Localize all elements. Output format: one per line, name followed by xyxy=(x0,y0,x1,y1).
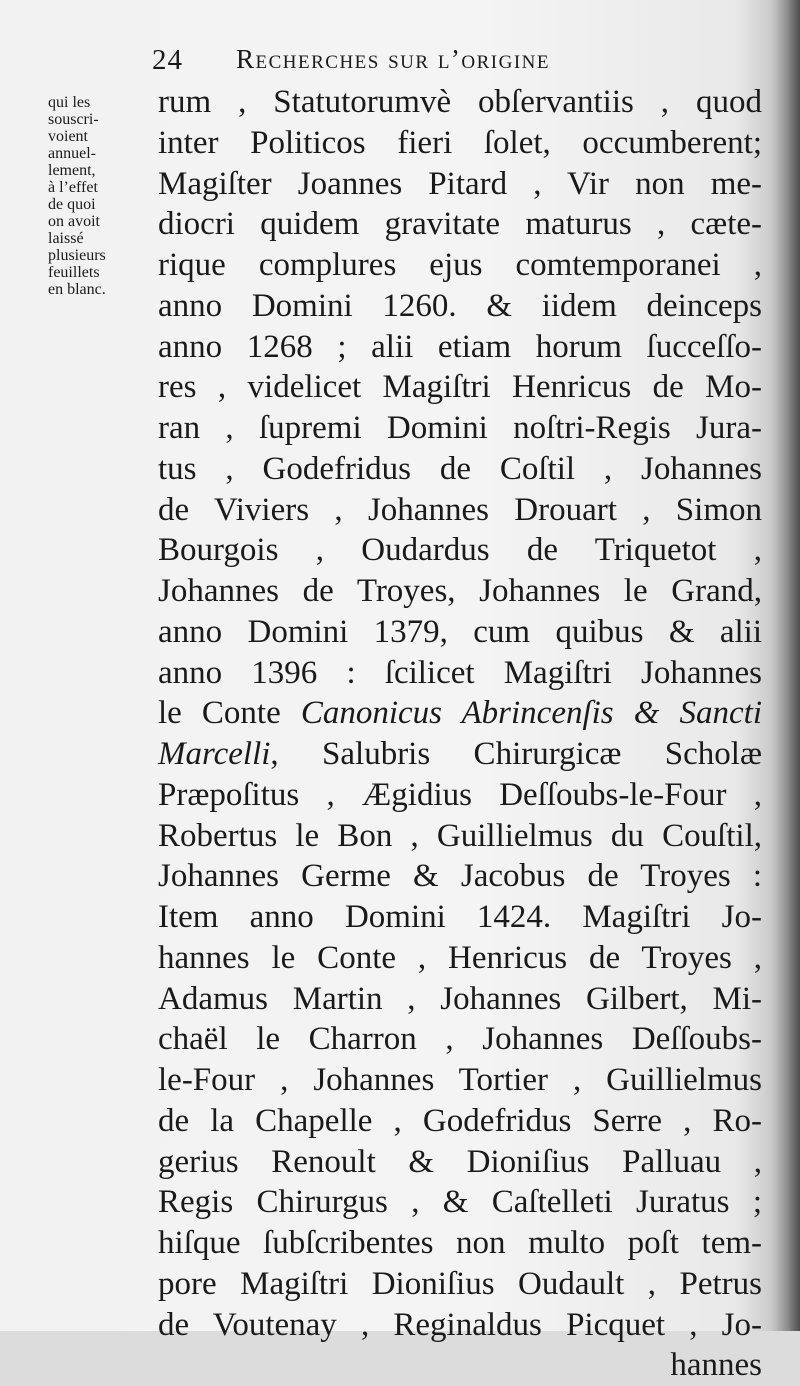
margin-note-line: feuillets xyxy=(48,264,100,281)
text-line: hiſque ſubſcribentes non multo poſt tem- xyxy=(158,1225,762,1261)
margin-note xyxy=(48,94,158,298)
running-title: Recherches sur l’origine xyxy=(236,44,551,74)
text-line: Bourgois , Oudardus de Triquetot , xyxy=(158,532,762,569)
body-text xyxy=(158,82,762,1386)
text-line: Johannes Germe & Jacobus de Troyes : xyxy=(158,858,762,895)
text-line: diocri quidem gravitate maturus , cæte- xyxy=(158,206,762,243)
text-line: Præpoſitus , Ægidius Deſſoubs-le-Four , xyxy=(158,776,762,813)
italic-segment: Canonicus Abrincenſis & Sancti xyxy=(300,695,762,732)
text-line: rum , Statutorumvè obſervantiis , quod xyxy=(158,84,762,120)
text-line: Robertus le Bon , Guillielmus du Couſtil, xyxy=(158,817,762,854)
text-line: chaël le Charron , Johannes Deſſoubs- xyxy=(158,1021,762,1058)
text-line-with-italic xyxy=(158,693,762,734)
page-gutter-shadow xyxy=(770,0,800,1331)
text-line-with-italic xyxy=(158,734,762,775)
text-line: Regis Chirurgus , & Caſtelleti Juratus ; xyxy=(158,1184,762,1221)
text-line: Johannes de Troyes, Johannes le Grand, xyxy=(158,573,762,609)
margin-note-line: en blanc. xyxy=(48,281,106,298)
text-segment: le Conte xyxy=(158,695,301,732)
italic-segment: Marcelli xyxy=(158,736,271,772)
text-line: pore Magiſtri Dioniſius Oudault , Petrus xyxy=(158,1265,762,1302)
margin-note-line: laissé xyxy=(48,230,84,247)
text-line: anno 1268 ; alii etiam horum ſucceſſo- xyxy=(158,328,762,365)
margin-note-line: on avoit xyxy=(48,213,100,230)
text-line: de Viviers , Johannes Drouart , Simon xyxy=(158,491,762,528)
text-line: ran , ſupremi Domini noſtri-Regis Jura- xyxy=(158,410,762,446)
text-line: hannes le Conte , Henricus de Troyes , xyxy=(158,939,762,976)
text-line: de la Chapelle , Godefridus Serre , Ro- xyxy=(158,1102,762,1139)
margin-note-line: de quoi xyxy=(48,196,96,213)
text-line: res , videlicet Magiſtri Henricus de Mo- xyxy=(158,369,762,406)
text-line: Item anno Domini 1424. Magiſtri Jo- xyxy=(158,899,762,935)
margin-note-line: annuel- xyxy=(48,145,96,162)
page-number: 24 xyxy=(152,44,183,76)
margin-note-line: voient xyxy=(48,128,88,145)
text-line: rique complures ejus comtemporanei , xyxy=(158,247,762,283)
margin-note-line: qui les xyxy=(48,94,91,111)
margin-note-line: à l’effet xyxy=(48,179,98,196)
text-line: Magiſter Joannes Pitard , Vir non me- xyxy=(158,165,762,202)
page-header xyxy=(148,44,748,84)
text-line: de Voutenay , Reginaldus Picquet , Jo- xyxy=(158,1306,762,1343)
text-line: tus , Godefridus de Coſtil , Johannes xyxy=(158,450,762,487)
text-line: Adamus Martin , Johannes Gilbert, Mi- xyxy=(158,980,762,1017)
margin-note-line: lement, xyxy=(48,162,96,179)
text-line: inter Politicos fieri ſolet, occumberent; xyxy=(158,124,762,161)
text-segment: , Salubris Chirurgicæ Scholæ xyxy=(270,736,762,772)
margin-note-line: plusieurs xyxy=(48,247,106,264)
catchword: hannes xyxy=(670,1347,762,1384)
text-line: le-Four , Johannes Tortier , Guillielmus xyxy=(158,1062,762,1098)
text-line: gerius Renoult & Dioniſius Palluau , xyxy=(158,1143,762,1180)
text-line: anno Domini 1379, cum quibus & alii xyxy=(158,613,762,650)
text-line: anno 1396 : ſcilicet Magiſtri Johannes xyxy=(158,654,762,691)
text-line: anno Domini 1260. & iidem deinceps xyxy=(158,287,762,324)
margin-note-line: souscri- xyxy=(48,111,99,128)
